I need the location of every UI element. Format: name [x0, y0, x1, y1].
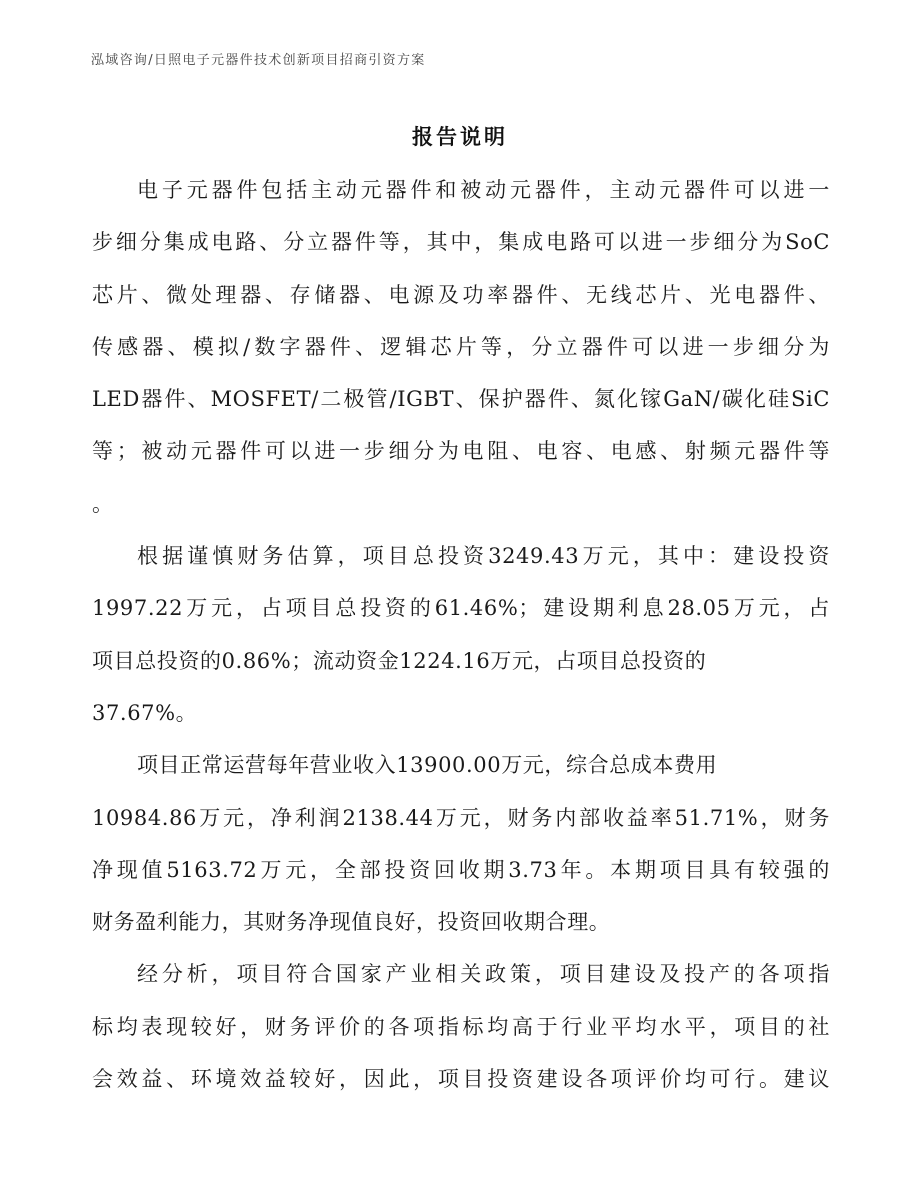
text-line: 芯片、微处理器、存储器、电源及功率器件、无线芯片、光电器件、 [92, 282, 830, 307]
text-line: 电子元器件包括主动元器件和被动元器件，主动元器件可以进一 [137, 178, 830, 202]
text-line: 经分析，项目符合国家产业相关政策，项目建设及投产的各项指 [137, 962, 830, 987]
text-line: LED器件、MOSFET/二极管/IGBT、保护器件、氮化镓GaN/碳化硅SiC [92, 387, 830, 412]
paragraph-conclusion [92, 948, 832, 1105]
text-line: 净现值5163.72万元，全部投资回收期3.73年。本期项目具有较强的 [92, 857, 830, 882]
text-line: 步细分集成电路、分立器件等，其中，集成电路可以进一步细分为SoC [92, 230, 830, 255]
text-line: 1997.22万元，占项目总投资的61.46%；建设期利息28.05万元，占 [92, 596, 830, 621]
text-line: 。 [92, 491, 114, 516]
report-body [92, 164, 832, 1105]
text-line: 项目正常运营每年营业收入13900.00万元，综合总成本费用 [137, 753, 718, 778]
paragraph-operating-results [92, 739, 832, 948]
text-line: 会效益、环境效益较好，因此，项目投资建设各项评价均可行。建议 [92, 1067, 830, 1092]
text-line: 37.67%。 [92, 700, 198, 725]
running-header: 泓域咨询/日照电子元器件技术创新项目招商引资方案 [91, 53, 426, 68]
text-line: 等；被动元器件可以进一步细分为电阻、电容、电感、射频元器件等 [92, 439, 830, 464]
text-line: 传感器、模拟/数字器件、逻辑芯片等，分立器件可以进一步细分为 [92, 334, 830, 359]
text-line: 财务盈利能力，其财务净现值良好，投资回收期合理。 [92, 910, 611, 935]
text-line: 10984.86万元，净利润2138.44万元，财务内部收益率51.71%，财务 [92, 805, 830, 830]
paragraph-component-overview [92, 164, 832, 530]
report-title: 报告说明 [412, 125, 508, 149]
text-line: 标均表现较好，财务评价的各项指标均高于行业平均水平，项目的社 [92, 1014, 830, 1039]
text-line: 根据谨慎财务估算，项目总投资3249.43万元，其中：建设投资 [137, 544, 830, 569]
text-line: 项目总投资的0.86%；流动资金1224.16万元，占项目总投资的 [92, 648, 707, 673]
paragraph-investment-estimate [92, 530, 832, 739]
